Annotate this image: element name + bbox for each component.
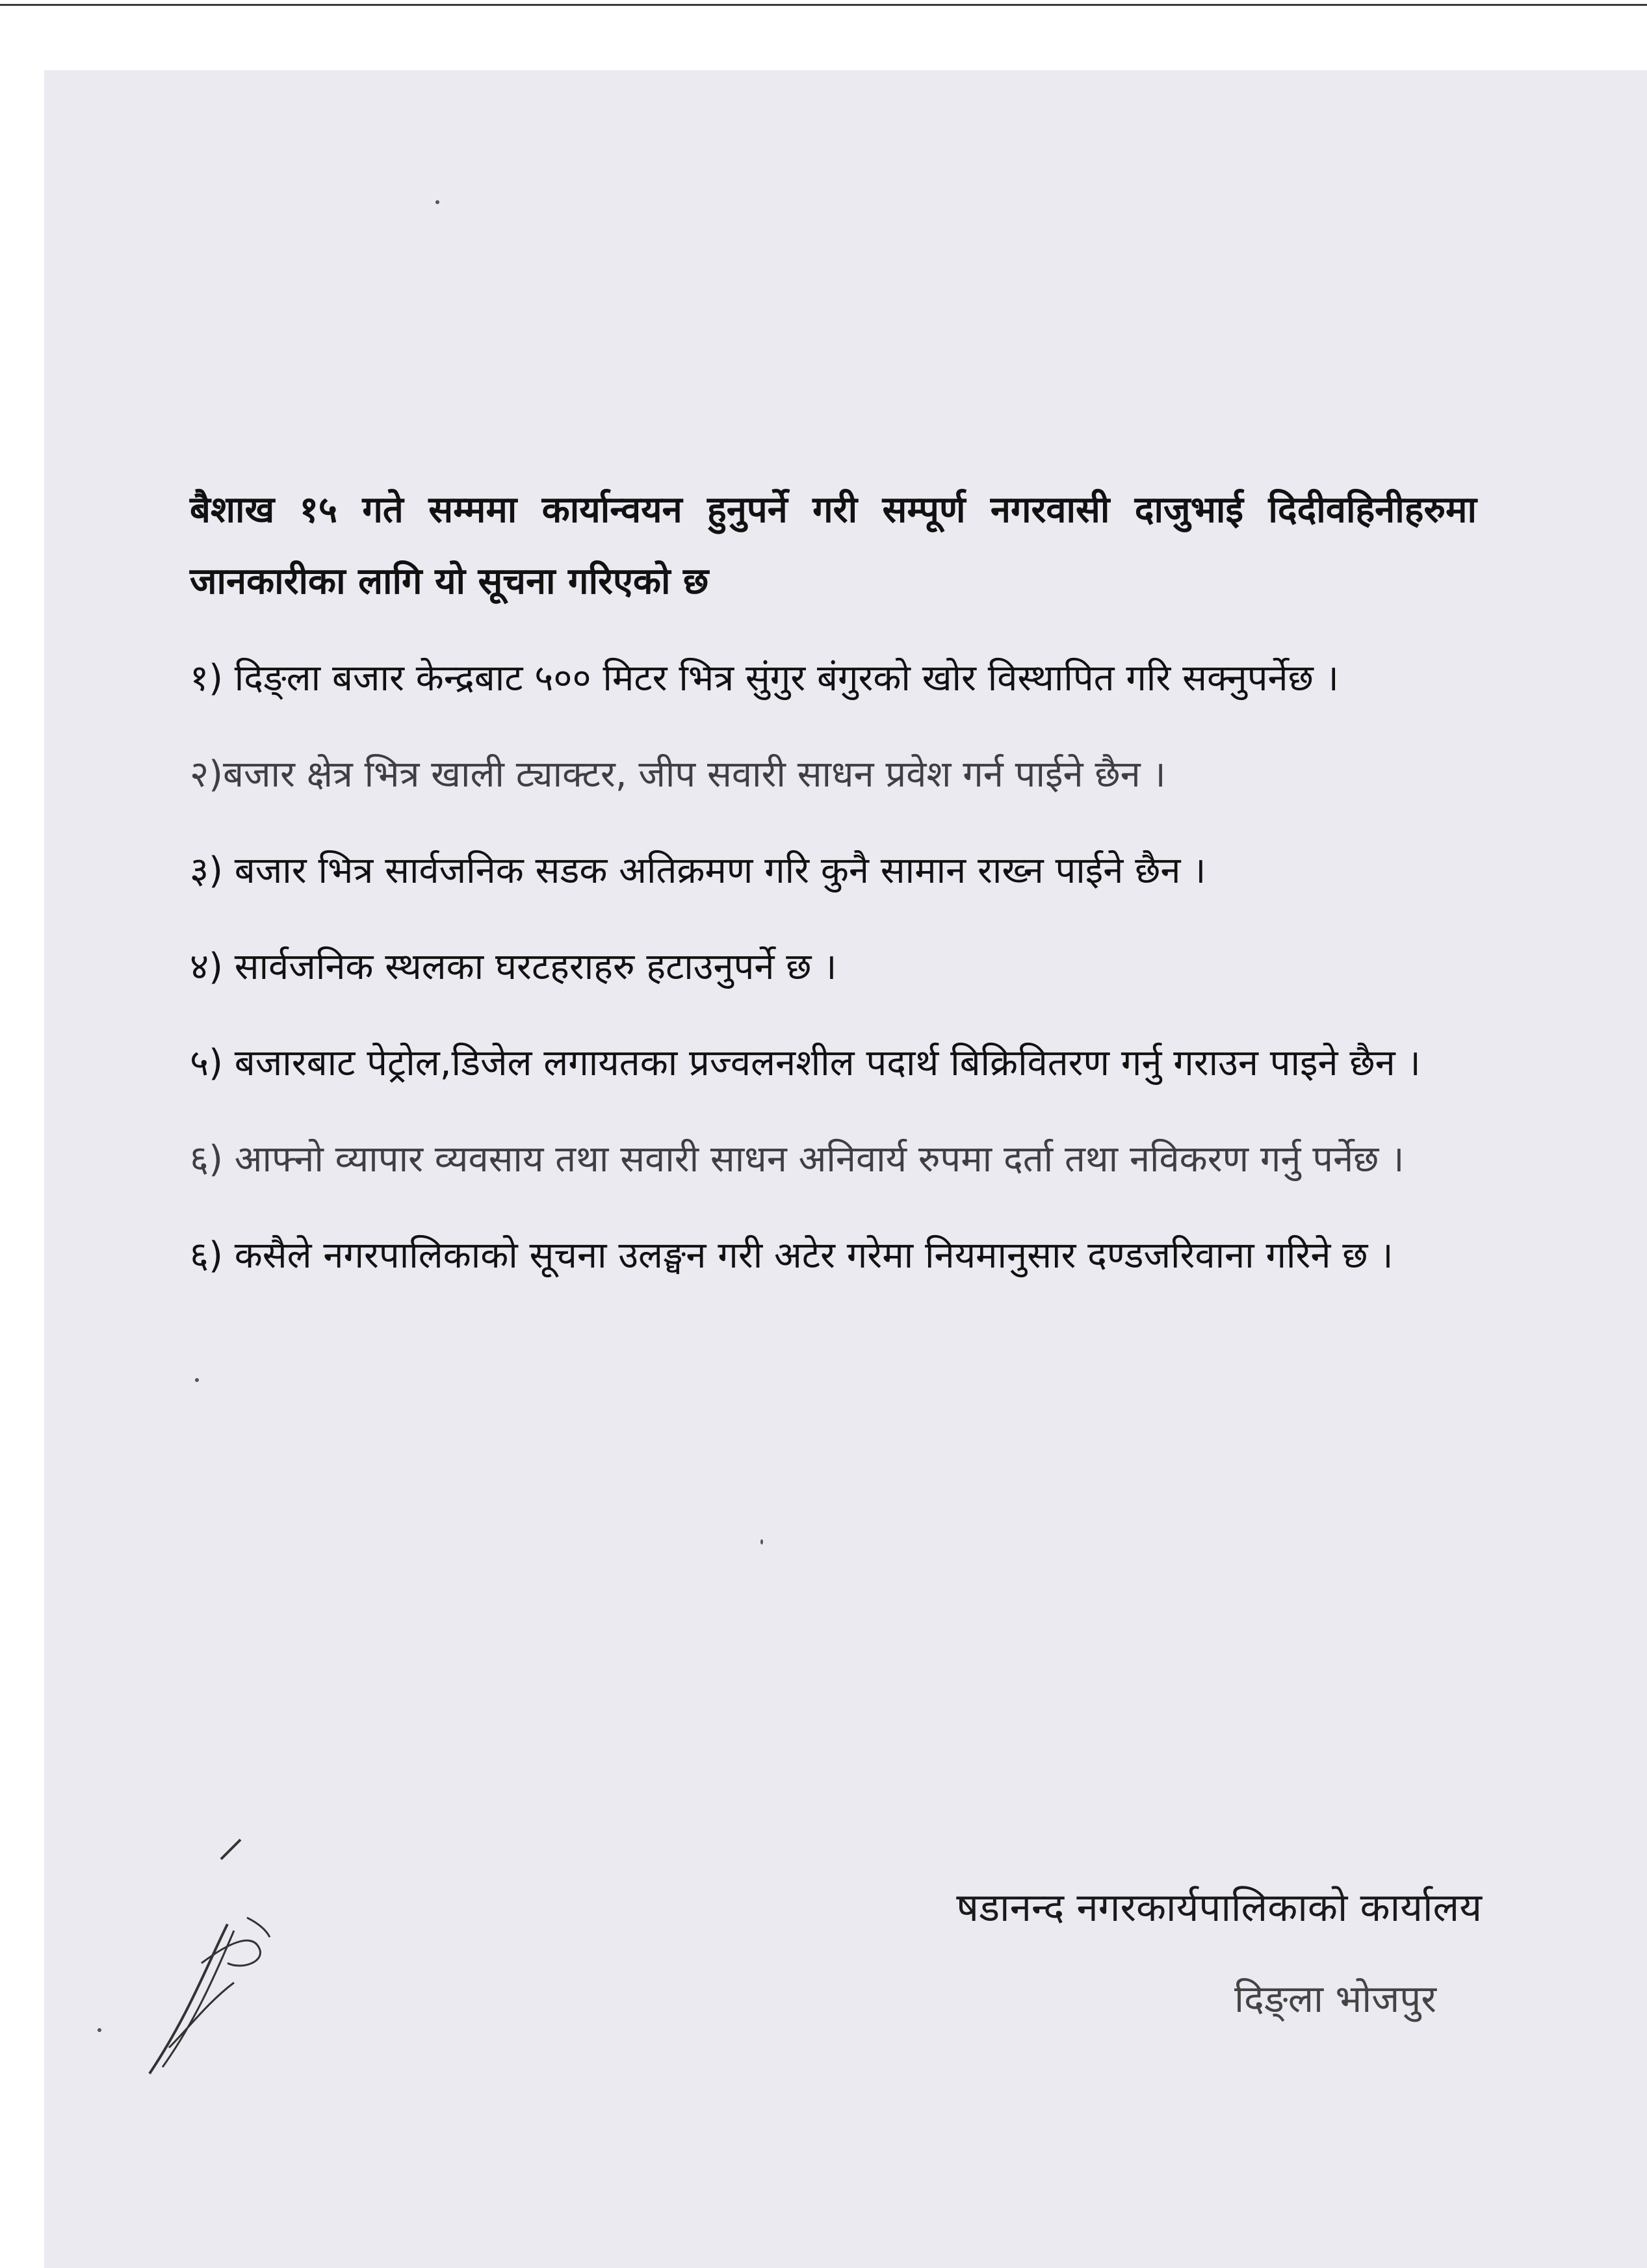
paper-speck bbox=[435, 200, 439, 204]
notice-point: ४) सार्वजनिक स्थलका घरटहराहरु हटाउनुपर्ने छ । bbox=[190, 946, 837, 988]
paper-speck bbox=[97, 2028, 101, 2032]
notice-point: ६) आफ्नो व्यापार व्यवसाय तथा सवारी साधन अनिवार्य रुपमा दर्ता तथा नविकरण गर्नु पर्नेछ । bbox=[190, 1138, 1405, 1180]
paper-speck bbox=[760, 1539, 763, 1545]
issuer-block bbox=[767, 1872, 1482, 2035]
handwritten-signature bbox=[130, 1833, 286, 2080]
notice-point: १) दिङ्ला बजार केन्द्रबाट ५०० मिटर भित्र सुंगुर बंगुरको खोर विस्थापित गरि सक्नुपर्नेछ । bbox=[190, 657, 1339, 699]
paper-speck bbox=[195, 1378, 199, 1382]
issuer-place: दिङ्ला भोजपुर bbox=[1234, 1977, 1436, 2021]
notice-points bbox=[190, 644, 1477, 1291]
notice-point: ५) बजारबाट पेट्रोल,डिजेल लगायतका प्रज्वलनशील पदार्थ बिक्रिवितरण गर्नु गराउन पाइने छैन । bbox=[190, 1042, 1421, 1084]
scan-edge-line bbox=[0, 4, 1647, 6]
notice-point: २)बजार क्षेत्र भित्र खाली ट्याक्टर, जीप सवारी साधन प्रवेश गर्न पाईने छैन । bbox=[190, 753, 1166, 796]
notice-body bbox=[190, 475, 1477, 1317]
notice-point: ६) कसैले नगरपालिकाको सूचना उलङ्घन गरी अटेर गरेमा नियमानुसार दण्डजरिवाना गरिने छ । bbox=[190, 1234, 1394, 1277]
notice-point: ३) बजार भित्र सार्वजनिक सडक अतिक्रमण गरि कुनै सामान राख्न पाईने छैन । bbox=[190, 850, 1206, 892]
issuer-office: षडानन्द नगरकार्यपालिकाको कार्यालय bbox=[956, 1885, 1482, 1931]
notice-intro: बैशाख १५ गते सम्ममा कार्यान्वयन हुनुपर्ने गरी सम्पूर्ण नगरवासी दाजुभाई दिदीवहिनीहरुमा जानकारीका लागि यो सूचना गरिएको छ bbox=[190, 489, 1477, 603]
